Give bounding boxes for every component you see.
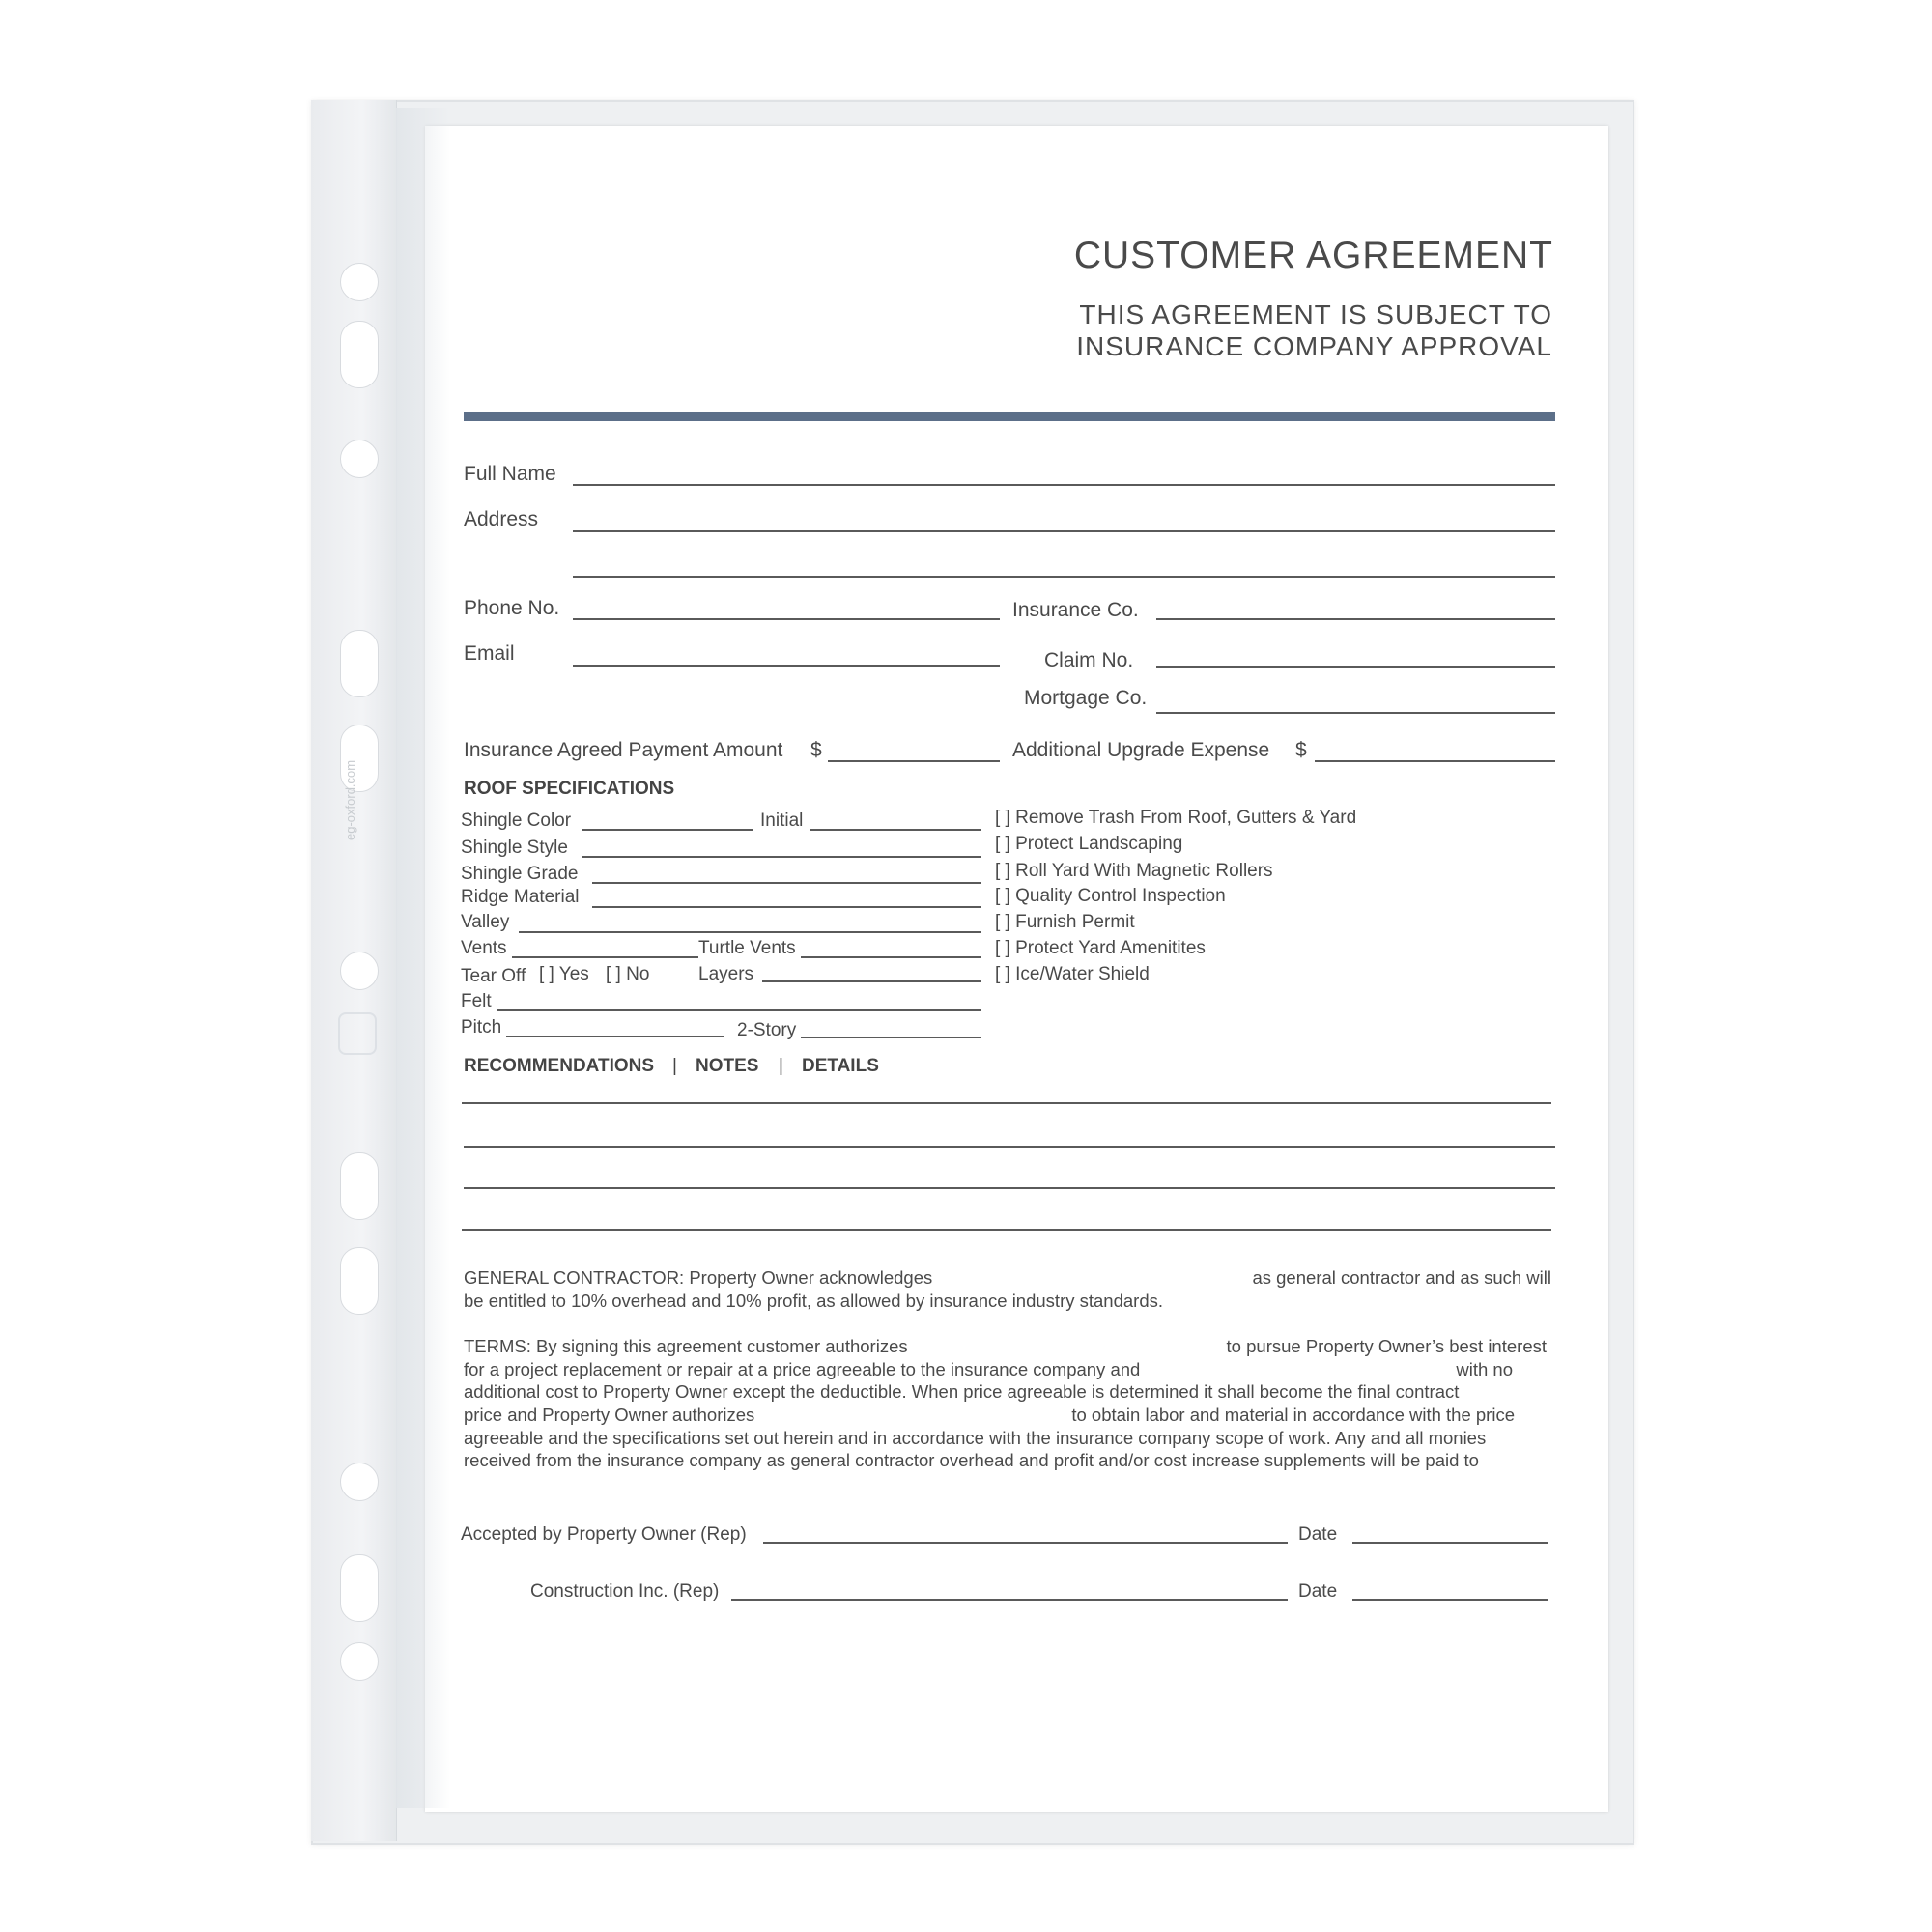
construction-signature-label: Construction Inc. (Rep) (530, 1581, 720, 1602)
roof-specifications-heading: ROOF SPECIFICATIONS (464, 779, 675, 799)
turtle-vents-field[interactable] (801, 956, 981, 958)
terms-text: agreeable and the specifications set out herein and in accordance with the insurance company scope of work. Any and all monies (464, 1428, 1487, 1448)
owner-date-field[interactable] (1352, 1542, 1548, 1544)
address-field-line-1[interactable] (573, 530, 1555, 532)
checklist-item[interactable]: [ ] Ice/Water Shield (995, 964, 1150, 984)
tear-off-yes-checkbox[interactable]: [ ] Yes (539, 964, 589, 984)
full-name-label: Full Name (464, 463, 556, 485)
ridge-material-label: Ridge Material (461, 887, 580, 907)
shingle-grade-label: Shingle Grade (461, 864, 579, 884)
two-story-label: 2-Story (737, 1020, 797, 1040)
valley-label: Valley (461, 912, 510, 932)
punch-hole (340, 440, 379, 478)
insurance-co-field[interactable] (1156, 618, 1555, 620)
terms-text: price and Property Owner authorizes (464, 1405, 755, 1425)
subtitle-line-1: THIS AGREEMENT IS SUBJECT TO (1079, 299, 1552, 329)
punch-hole (340, 1642, 379, 1681)
heading-separator: | (779, 1056, 783, 1076)
punch-hole (340, 1463, 379, 1501)
owner-signature-label: Accepted by Property Owner (Rep) (461, 1524, 747, 1545)
layers-field[interactable] (762, 980, 981, 982)
general-contractor-text: as general contractor and as such will (1252, 1267, 1551, 1288)
notes-line[interactable] (462, 1102, 1551, 1104)
terms-text: received from the insurance company as general contractor overhead and profit and/or cost increase supplements will be paid to (464, 1450, 1479, 1470)
vents-label: Vents (461, 938, 507, 958)
punch-hole (340, 263, 379, 301)
terms-text: additional cost to Property Owner except the deductible. When price agreeable is determined it shall become the final contract (464, 1381, 1460, 1402)
claim-no-label: Claim No. (1044, 649, 1134, 671)
details-heading: DETAILS (802, 1056, 879, 1076)
notes-heading: NOTES (696, 1056, 759, 1076)
checklist-item[interactable]: [ ] Protect Yard Amenitites (995, 938, 1206, 958)
terms-text: for a project replacement or repair at a price agreeable to the insurance company and (464, 1359, 1141, 1379)
terms-text: TERMS: By signing this agreement customer authorizes (464, 1336, 908, 1356)
layers-label: Layers (698, 964, 754, 984)
heading-separator: | (672, 1056, 677, 1076)
checklist-item[interactable]: [ ] Remove Trash From Roof, Gutters & Yard (995, 808, 1357, 828)
punch-hole (340, 952, 379, 990)
checklist-item[interactable]: [ ] Roll Yard With Magnetic Rollers (995, 861, 1273, 881)
initial-field[interactable] (810, 829, 981, 831)
punch-hole (340, 1152, 379, 1220)
punch-hole (340, 1247, 379, 1315)
insurance-payment-field[interactable] (828, 760, 1000, 762)
shingle-grade-field[interactable] (592, 882, 981, 884)
document-title: CUSTOMER AGREEMENT (1073, 235, 1553, 276)
two-story-field[interactable] (801, 1037, 981, 1038)
terms-text: with no (1456, 1359, 1513, 1379)
felt-field[interactable] (497, 1009, 981, 1011)
construction-signature-field[interactable] (731, 1599, 1288, 1601)
address-label: Address (464, 508, 539, 530)
punch-hole (340, 1554, 379, 1622)
sleeve-fold (396, 108, 450, 1808)
shingle-color-label: Shingle Color (461, 810, 572, 831)
address-field-line-2[interactable] (573, 576, 1555, 578)
initial-label: Initial (760, 810, 804, 831)
phone-field[interactable] (573, 618, 1000, 620)
owner-signature-field[interactable] (763, 1542, 1288, 1544)
email-label: Email (464, 642, 515, 665)
pitch-label: Pitch (461, 1017, 502, 1037)
vents-field[interactable] (512, 956, 698, 958)
dollar-sign: $ (1295, 739, 1307, 761)
shingle-color-field[interactable] (582, 829, 753, 831)
pitch-field[interactable] (506, 1036, 724, 1037)
full-name-field[interactable] (573, 484, 1555, 486)
upgrade-expense-label: Additional Upgrade Expense (1012, 739, 1270, 761)
checklist-item[interactable]: [ ] Furnish Permit (995, 912, 1135, 932)
notes-line[interactable] (462, 1229, 1551, 1231)
owner-date-label: Date (1298, 1524, 1338, 1545)
punch-hole (340, 630, 379, 697)
tear-off-label: Tear Off (461, 966, 526, 986)
terms-text: to pursue Property Owner’s best interest (1226, 1336, 1547, 1356)
subtitle-line-2: INSURANCE COMPANY APPROVAL (1076, 331, 1552, 361)
mortgage-co-label: Mortgage Co. (1024, 687, 1148, 709)
claim-no-field[interactable] (1156, 666, 1555, 668)
general-contractor-text: be entitled to 10% overhead and 10% profit, as allowed by insurance industry standards. (464, 1291, 1164, 1311)
general-contractor-text: GENERAL CONTRACTOR: Property Owner acknowledges (464, 1267, 933, 1288)
mortgage-co-field[interactable] (1156, 712, 1555, 714)
construction-date-field[interactable] (1352, 1599, 1548, 1601)
header-divider (464, 412, 1555, 421)
notes-line[interactable] (464, 1146, 1555, 1148)
terms-text: to obtain labor and material in accordance with the price (1071, 1405, 1515, 1425)
insurance-payment-label: Insurance Agreed Payment Amount (464, 739, 783, 761)
felt-label: Felt (461, 991, 492, 1011)
notes-line[interactable] (464, 1187, 1555, 1189)
turtle-vents-label: Turtle Vents (698, 938, 796, 958)
email-field[interactable] (573, 665, 1000, 667)
punch-hole (340, 321, 379, 388)
phone-label: Phone No. (464, 597, 560, 619)
tear-off-no-checkbox[interactable]: [ ] No (606, 964, 650, 984)
watermark-text: eg-oxford.com (343, 759, 357, 840)
recommendations-heading: RECOMMENDATIONS (464, 1056, 655, 1076)
upgrade-expense-field[interactable] (1315, 760, 1555, 762)
ridge-material-field[interactable] (592, 906, 981, 908)
checklist-item[interactable]: [ ] Quality Control Inspection (995, 886, 1226, 906)
shingle-style-field[interactable] (582, 856, 981, 858)
dollar-sign: $ (810, 739, 822, 761)
shingle-style-label: Shingle Style (461, 838, 568, 858)
watermark-logo-icon (338, 1012, 377, 1055)
construction-date-label: Date (1298, 1581, 1338, 1602)
checklist-item[interactable]: [ ] Protect Landscaping (995, 834, 1183, 854)
valley-field[interactable] (519, 931, 981, 933)
insurance-co-label: Insurance Co. (1012, 599, 1139, 621)
